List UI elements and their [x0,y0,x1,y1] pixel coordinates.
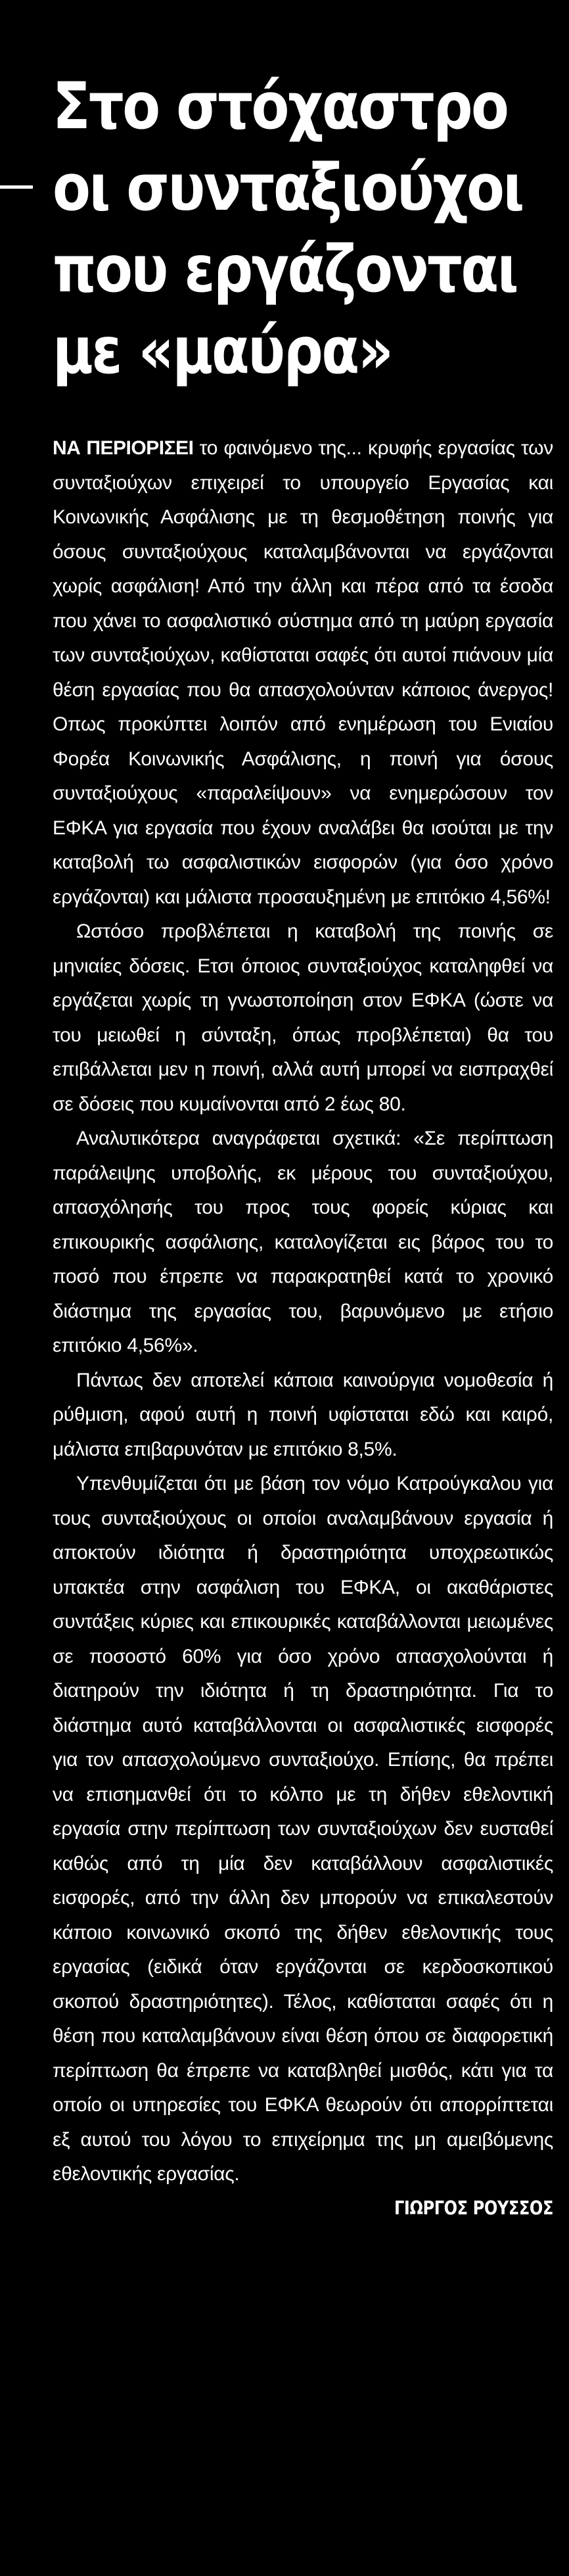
headline-line-4: με «μαύρα» [53,314,392,389]
article-paragraph-2: Ωστόσο προβλέπεται η καταβολή της ποινής σε μηνιαίες δόσεις. Ετσι όποιος συνταξιούχος καταληφθεί να εργάζεται χωρίς τη γνωστοποίηση στον ΕΦΚΑ (ώστε να του μειωθεί η σύνταξη, όπως προβλέπεται) θα του επιβάλλεται μεν η ποινή, αλλά αυτή μπορεί να εισπραχθεί σε δόσεις που κυμαίνονται από 2 έως 80. [53,920,553,1115]
article-paragraph-5: Υπενθυμίζεται ότι με βάση τον νόμο Κατρούγκαλου για τους συνταξιούχους οι οποίοι αναλαμβάνουν εργασία ή αποκτούν ιδιότητα ή δραστηριότητα υποχρεωτικώς υπακτέα στην ασφάλιση του ΕΦΚΑ, οι ακαθάριστες συντάξεις κύριες και επικουρικές καταβάλλονται μειωμένες σε ποσοστό 60% για όσο χρόνο απασχολούνται ή διατηρούν την ιδιότητα ή τη δραστηριότητα. Για το διάστημα αυτό καταβάλλονται οι ασφαλιστικές εισφορές για τον απασχολούμενο συνταξιούχο. Επίσης, θα πρέπει να επισημανθεί ότι το κόλπο με τη δήθεν εθελοντική εργασία στην περίπτωση των συνταξιούχων δεν ευσταθεί καθώς από τη μία δεν καταβάλλουν ασφαλιστικές εισφορές, από την άλλη δεν μπορούν να επικαλεστούν κάποιο κοινωνικό σκοπό της δήθεν εθελοντικής τους εργασίας (ειδικά όταν εργάζονται σε κερδοσκοπικού σκοπού δραστηριότητες). Τέλος, καθίσταται σαφές ότι η θέση που καταλαμβάνουν είναι θέση όπου σε διαφορετική περίπτωση θα έπρεπε να καταβληθεί μισθός, κάτι για τα οποίο οι υπηρεσίες του ΕΦΚΑ θεωρούν ότι απορρίπτεται εξ αυτού του λόγου το επιχείρημα της μη αμειβόμενης εθελοντικής εργασίας. [53,1473,553,2185]
byline: ΓΙΩΡΓΟΣ ΡΟΥΣΣΟΣ [394,2197,553,2219]
headline-line-2: οι συνταξιούχοι [53,151,523,226]
headline-rule [0,185,33,189]
article-body [53,431,553,2192]
article-lead: ΝΑ ΠΕΡΙΟΡΙΣΕΙ [53,437,194,459]
article-paragraph-4: Πάντως δεν αποτελεί κάποια καινούργια νομοθεσία ή ρύθμιση, αφού αυτή η ποινή υφίσταται εδώ και καιρό, μάλιστα επιβαρυνόταν με επιτόκιο 8,5%. [53,1369,553,1460]
headline-line-1: Στο στόχαστρο [53,69,508,144]
article-paragraph-1 [53,431,553,915]
headline [53,0,550,392]
article-paragraph-1-text: το φαινόμενο της... κρυφής εργασίας των συνταξιούχων επιχειρεί το υπουργείο Εργασίας και Κοινωνικής Ασφάλισης με τη θεσμοθέτηση ποινής για όσους συνταξιούχους καταλαμβάνονται να εργάζονται χωρίς ασφάλιση! Από την άλλη και πέρα από τα έσοδα που χάνει το ασφαλιστικό σύστημα από τη μαύρη εργασία των συνταξιούχων, καθίσταται σαφές ότι αυτοί πιάνουν μία θέση εργασίας που θα απασχολούνταν κάποιος άνεργος! Οπως προκύπτει λοιπόν από ενημέρωση του Ενιαίου Φορέα Κοινωνικής Ασφάλισης, η ποινή για όσους συνταξιούχους «παραλείψουν» να ενημερώσουν τον ΕΦΚΑ για εργασία που έχουν αναλάβει θα ισούται με την καταβολή τω ασφαλιστικών εισφορών (για όσο χρόνο εργάζονται) και μάλιστα προσαυξημένη με επιτόκιο 4,56%! [53,437,554,908]
headline-line-3: που εργάζονται [53,232,517,307]
article-paragraph-3: Αναλυτικότερα αναγράφεται σχετικά: «Σε περίπτωση παράλειψης υποβολής, εκ μέρους του συνταξιούχου, απασχόλησής του προς τους φορείς κύριας και επικουρικής ασφάλισης, καταλογίζεται εις βάρος του το ποσό που έπρεπε να παρακρατηθεί κατά το χρονικό διάστημα της εργασίας του, βαρυνόμενο με ετήσιο επιτόκιο 4,56%». [53,1128,553,1356]
